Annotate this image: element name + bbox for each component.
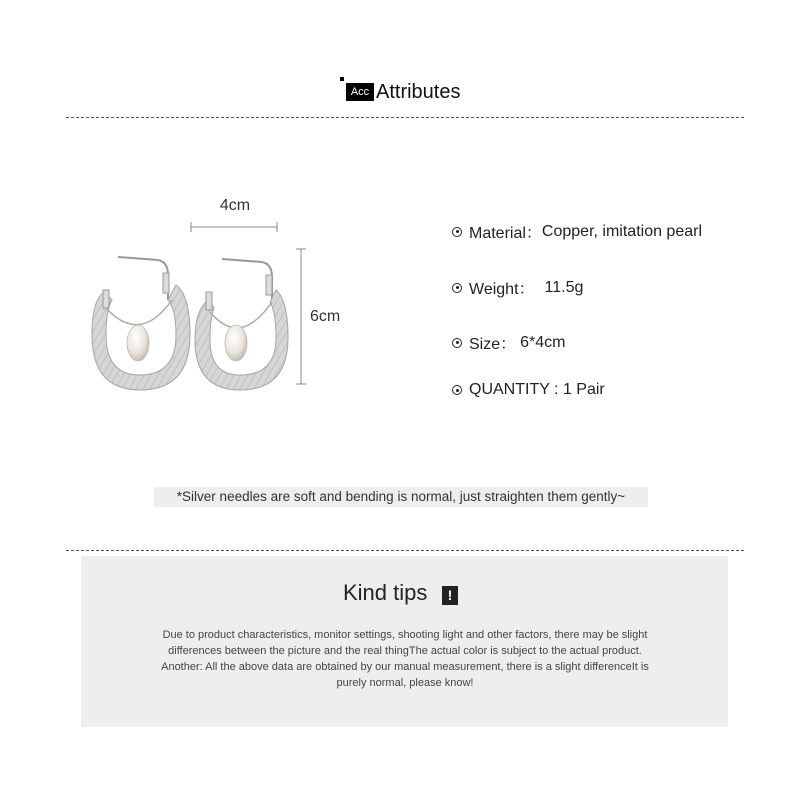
bullet-icon: [452, 283, 462, 293]
earring-left: [92, 257, 190, 390]
attribute-weight: [452, 276, 583, 299]
tips-line: Another: All the above data are obtained by our manual measurement, there is a slight differenceIt is: [161, 661, 649, 673]
tips-line: purely normal, please know!: [336, 677, 474, 689]
earring-right: [195, 259, 288, 390]
section-title: Attributes: [376, 81, 461, 103]
attribute-label: Size：: [469, 336, 517, 353]
attribute-label: Weight：: [469, 281, 535, 298]
bullet-icon: [452, 338, 462, 348]
attribute-quantity: [452, 381, 605, 399]
attribute-value: Copper, imitation pearl: [541, 222, 703, 240]
kind-tips-title: Kind tips: [343, 580, 428, 605]
kind-tips-text: [115, 627, 695, 691]
header-badge: Acc: [346, 83, 374, 101]
height-dimension-label: 6cm: [310, 308, 341, 325]
attribute-label: QUANTITY : 1 Pair: [469, 381, 605, 398]
attribute-material: [452, 220, 702, 243]
divider-middle: [66, 550, 744, 551]
attribute-size: [452, 331, 566, 354]
bullet-icon: [452, 227, 462, 237]
tips-line: differences between the picture and the real thingThe actual color is subject to the actual product.: [168, 645, 642, 657]
attribute-label: Material：: [469, 225, 542, 242]
height-dimension-line: [296, 249, 306, 384]
bullet-icon: [452, 385, 462, 395]
tips-line: Due to product characteristics, monitor settings, shooting light and other factors, there may be slight: [162, 629, 648, 641]
width-dimension-line: [191, 222, 277, 232]
width-dimension-label: 4cm: [219, 197, 251, 214]
care-note: *Silver needles are soft and bending is normal, just straighten them gently~: [154, 487, 648, 507]
exclamation-icon: !: [442, 586, 458, 605]
attribute-value: 11.5g: [544, 278, 584, 296]
attribute-value: 6*4cm: [520, 333, 566, 351]
